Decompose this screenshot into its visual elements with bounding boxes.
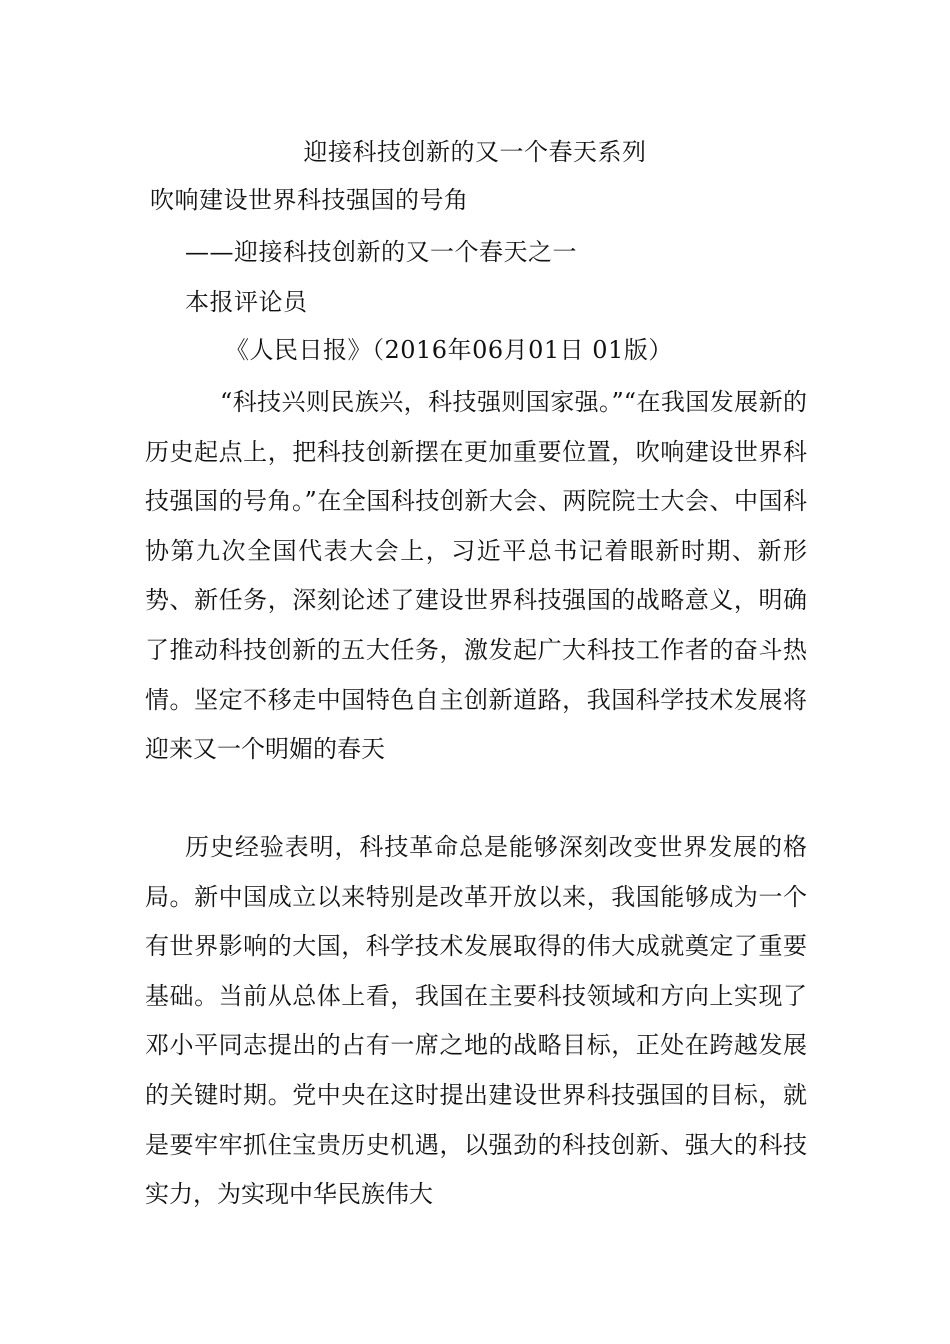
- body-paragraph: 历史经验表明，科技革命总是能够深刻改变世界发展的格局。新中国成立以来特别是改革开放以来，我国能够成为一个有世界影响的大国，科学技术发展取得的伟大成就奠定了重要基础。当前从总体上看，我国在主要科技领域和方向上实现了邓小平同志提出的占有一席之地的战略目标，正处在跨越发展的关键时期。党中央在这时提出建设世界科技强国的目标，就是要牢牢抓住宝贵历史机遇，以强劲的科技创新、强大的科技实力，为实现中华民族伟大: [145, 833, 807, 1209]
- article-author: 本报评论员: [185, 288, 308, 316]
- article-source: 《人民日报》（2016年06月01日 01版）: [225, 336, 673, 364]
- article-subtitle: ——迎接科技创新的又一个春天之一: [185, 238, 577, 266]
- body-paragraph: “科技兴则民族兴，科技强则国家强。”“在我国发展新的历史起点上，把科技创新摆在更加重要位置，吹响建设世界科技强国的号角。”在全国科技创新大会、两院院士大会、中国科协第九次全国代表大会上，习近平总书记着眼新时期、新形势、新任务，深刻论述了建设世界科技强国的战略意义，明确了推动科技创新的五大任务，激发起广大科技工作者的奋斗热情。坚定不移走中国特色自主创新道路，我国科学技术发展将迎来又一个明媚的春天: [145, 388, 807, 764]
- series-title: 迎接科技创新的又一个春天系列: [303, 138, 647, 166]
- article-title: 吹响建设世界科技强国的号角: [150, 186, 469, 214]
